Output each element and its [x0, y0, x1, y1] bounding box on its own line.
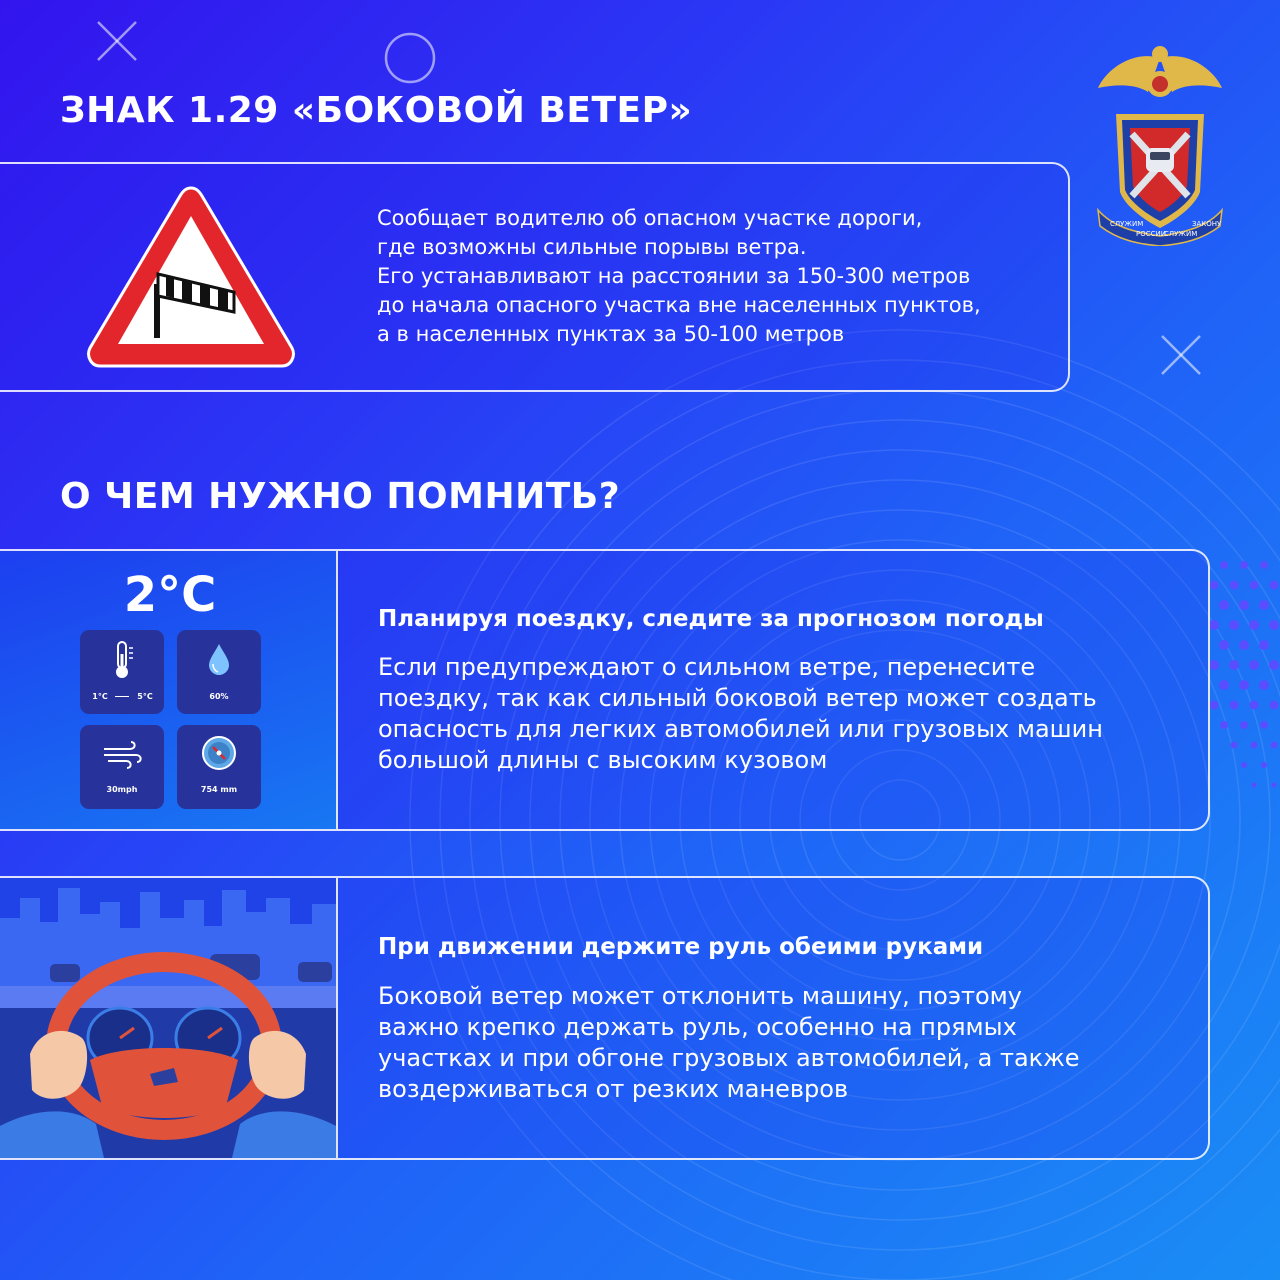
police-emblem: [1092, 40, 1228, 246]
steering-body-line: важно крепко держать руль, особенно на прямых: [378, 1013, 1017, 1041]
humidity-tile: [177, 630, 261, 714]
emblem-ribbon-word: ЗАКОНУ: [1192, 220, 1222, 228]
steering-panel: [0, 878, 338, 1158]
weather-card: [0, 549, 1210, 831]
weather-body-line: поездку, так как сильный боковой ветер может создать: [378, 684, 1097, 712]
ring-decoration: [386, 34, 434, 82]
steering-card: [0, 876, 1210, 1160]
temp-min-label: 1°C: [92, 692, 108, 701]
pressure-tile: [177, 725, 261, 809]
temperature-tile: [80, 630, 164, 714]
steering-body-line: Боковой ветер может отклонить машину, поэтому: [378, 982, 1022, 1010]
sign-description-line: Его устанавливают на расстоянии за 150-300 метров: [377, 264, 971, 288]
wind-tile: [80, 725, 164, 809]
weather-panel: [0, 551, 338, 829]
sign-description-line: до начала опасного участка вне населенных пунктов,: [377, 293, 981, 317]
humidity-label: 60%: [209, 692, 229, 701]
steering-body-line: воздерживаться от резких маневров: [378, 1075, 849, 1103]
weather-body-line: большой длины с высоким кузовом: [378, 746, 828, 774]
wind-speed-label: 30mph: [106, 785, 138, 794]
steering-heading: При движении держите руль обеими руками: [378, 934, 984, 960]
weather-body-line: Если предупреждают о сильном ветре, перенесите: [378, 653, 1036, 681]
steering-body-line: участках и при обгоне грузовых автомобилей, а также: [378, 1044, 1080, 1072]
sign-title: ЗНАК 1.29 «БОКОВОЙ ВЕТЕР»: [60, 90, 693, 131]
sign-description-line: где возможны сильные порывы ветра.: [377, 235, 807, 259]
steering-wheel-illustration: [0, 878, 336, 1158]
temperature-value: 2°C: [123, 567, 217, 623]
wind-icon: [102, 741, 142, 769]
temp-max-label: 5°C: [137, 692, 153, 701]
sign-description-line: а в населенных пунктах за 50-100 метров: [377, 322, 845, 346]
thermometer-icon: [110, 640, 134, 680]
weather-heading: Планируя поездку, следите за прогнозом погоды: [378, 606, 1044, 632]
emblem-ribbon-word: РОССИИ: [1136, 230, 1166, 238]
water-drop-icon: [207, 642, 231, 676]
emblem-ribbon-word: СЛУЖИМ: [1164, 230, 1198, 238]
barometer-icon: [201, 735, 237, 771]
pressure-label: 754 mm: [200, 785, 238, 794]
crosswind-sign-icon: [84, 182, 298, 372]
sign-description-line: Сообщает водителю об опасном участке дороги,: [377, 206, 923, 230]
emblem-ribbon-word: СЛУЖИМ: [1110, 220, 1144, 228]
sign-card: [0, 162, 1070, 392]
weather-body-line: опасность для легких автомобилей или грузовых машин: [378, 715, 1103, 743]
range-divider: [115, 696, 129, 697]
remember-title: О ЧЕМ НУЖНО ПОМНИТЬ?: [60, 476, 621, 517]
